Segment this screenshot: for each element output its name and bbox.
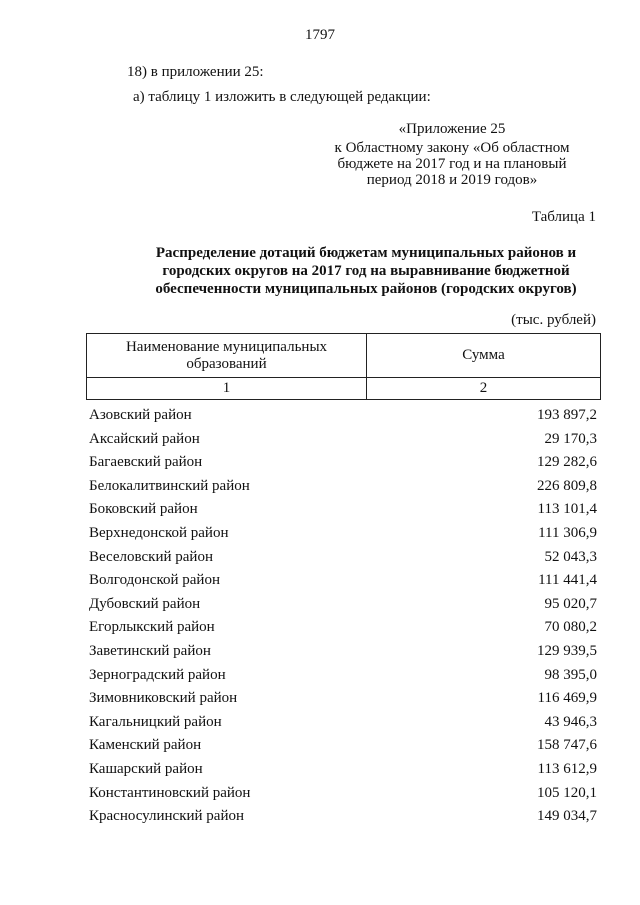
table-row	[89, 569, 597, 593]
district-name: Боковский район	[89, 501, 198, 518]
appendix-heading	[322, 121, 582, 188]
subsidy-amount: 129 282,6	[537, 454, 597, 471]
table-row	[89, 711, 597, 735]
table-body	[89, 404, 597, 829]
header-name-line-2: образований	[186, 355, 267, 372]
subsidy-amount: 226 809,8	[537, 477, 597, 494]
header-sum-column: Сумма	[367, 334, 601, 378]
district-name: Багаевский район	[89, 454, 203, 471]
subsidy-amount: 149 034,7	[537, 808, 597, 825]
subsidy-amount: 113 612,9	[537, 760, 597, 777]
table-row	[89, 664, 597, 688]
district-name: Егорлыкский район	[89, 619, 215, 636]
units-label: (тыс. рублей)	[511, 312, 596, 328]
table-row	[89, 428, 597, 452]
appendix-line-2: к Областному закону «Об областном	[334, 140, 570, 156]
intro-line-2: а) таблицу 1 изложить в следующей редакции:	[133, 89, 431, 105]
district-name: Аксайский район	[89, 430, 200, 447]
table-row	[89, 475, 597, 499]
district-name: Волгодонской район	[89, 572, 220, 589]
district-name: Каменский район	[89, 737, 202, 754]
table-row	[89, 404, 597, 428]
table-row	[89, 687, 597, 711]
district-name: Зимовниковский район	[89, 690, 238, 707]
table-row	[89, 546, 597, 570]
table-title-line-2: городских округов на 2017 год на выравнивание бюджетной	[162, 263, 570, 279]
column-number-1: 1	[87, 378, 367, 400]
table-row	[89, 805, 597, 829]
district-name: Верхнедонской район	[89, 524, 229, 541]
appendix-line-3: бюджете на 2017 год и на плановый	[337, 156, 567, 172]
page-number: 1797	[305, 27, 335, 43]
district-name: Кагальницкий район	[89, 713, 222, 730]
subsidy-amount: 111 306,9	[538, 524, 597, 541]
subsidy-amount: 70 080,2	[544, 619, 597, 636]
table-row	[89, 640, 597, 664]
district-name: Белокалитвинский район	[89, 477, 250, 494]
district-name: Азовский район	[89, 407, 192, 423]
subsidy-amount: 43 946,3	[544, 713, 597, 730]
appendix-line-1: «Приложение 25	[398, 121, 506, 137]
subsidy-amount: 158 747,6	[537, 737, 597, 754]
district-name: Красносулинский район	[89, 808, 245, 825]
table-title-line-1: Распределение дотаций бюджетам муниципальных районов и	[155, 245, 577, 261]
district-name: Заветинский район	[89, 642, 211, 659]
table-row	[89, 758, 597, 782]
table-row	[89, 616, 597, 640]
table-title-line-3: обеспеченности муниципальных районов (городских округов)	[155, 281, 577, 297]
appendix-line-4: период 2018 и 2019 годов»	[366, 172, 538, 188]
table-row	[89, 593, 597, 617]
subsidy-amount: 129 939,5	[537, 642, 597, 659]
subsidy-amount: 113 101,4	[537, 501, 597, 518]
column-number-2: 2	[367, 378, 601, 400]
table-row	[89, 782, 597, 806]
table-label: Таблица 1	[531, 209, 596, 225]
subsidy-amount: 29 170,3	[544, 430, 597, 447]
table-title	[0, 244, 640, 298]
subsidy-amount: 111 441,4	[538, 572, 597, 589]
district-name: Зерноградский район	[89, 666, 226, 683]
subsidy-amount: 116 469,9	[537, 690, 597, 707]
district-name: Дубовский район	[89, 595, 201, 612]
table-row	[89, 734, 597, 758]
subsidy-amount: 52 043,3	[544, 548, 597, 565]
subsidy-amount: 193 897,2	[537, 407, 597, 423]
intro-line-1: 18) в приложении 25:	[127, 64, 264, 80]
header-name-line-1: Наименование муниципальных	[125, 338, 328, 355]
district-name: Веселовский район	[89, 548, 213, 565]
subsidy-amount: 98 395,0	[544, 666, 597, 683]
district-name: Кашарский район	[89, 760, 203, 777]
subsidy-amount: 105 120,1	[537, 784, 597, 801]
table-row	[89, 498, 597, 522]
table-row	[89, 522, 597, 546]
subsidy-amount: 95 020,7	[544, 595, 597, 612]
table-row	[89, 451, 597, 475]
table-header	[86, 333, 601, 400]
header-name-column	[87, 334, 367, 378]
district-name: Константиновский район	[89, 784, 251, 801]
